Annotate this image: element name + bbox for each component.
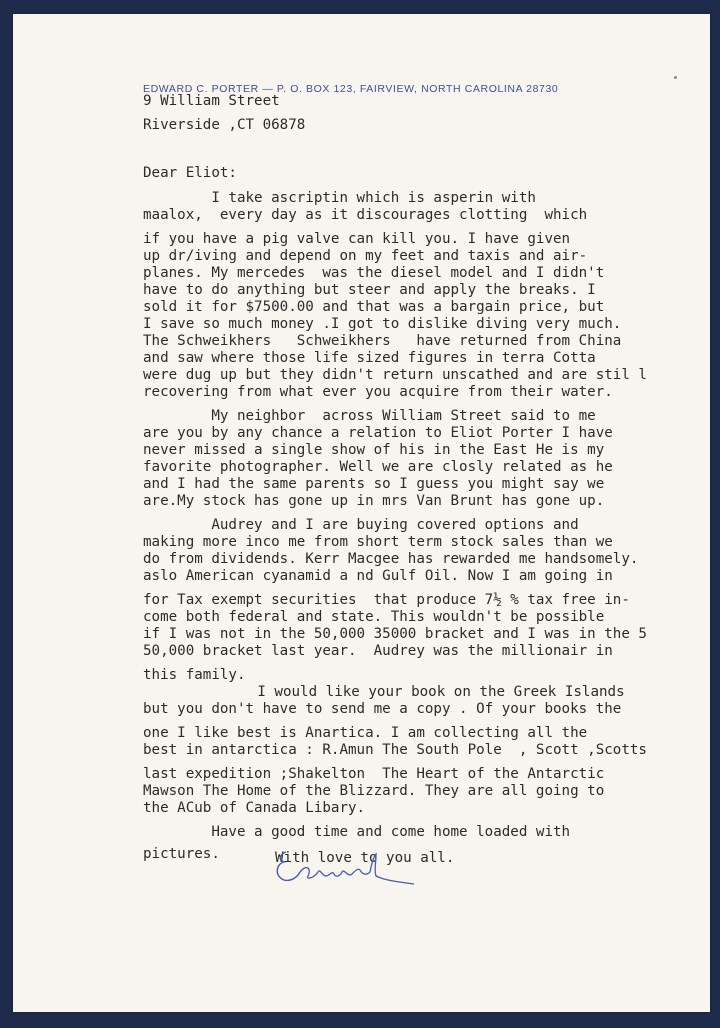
letter-line: maalox, every day as it discourages clotting which <box>143 207 588 223</box>
letter-line: Mawson The Home of the Blizzard. They are all going to <box>143 783 605 799</box>
salutation: Dear Eliot: <box>143 165 237 181</box>
letter-line: With love to you all. <box>275 850 455 866</box>
letter-line: aslo American cyanamid a nd Gulf Oil. Now I am going in <box>143 568 613 584</box>
letter-line: making more inco me from short term stock sales than we <box>143 534 613 550</box>
letter-line: Have a good time and come home loaded with <box>143 824 571 840</box>
letter-line: up dr/iving and depend on my feet and taxis and air- <box>143 248 588 264</box>
letter-line: were dug up but they didn't return unscathed and are stil l <box>143 367 647 383</box>
letter-line: do from dividends. Kerr Macgee has rewarded me handsomely. <box>143 551 639 567</box>
letter-line: and I had the same parents so I guess you might say we <box>143 476 605 492</box>
letter-line: recovering from what ever you acquire from their water. <box>143 384 613 400</box>
address-city: Riverside ,CT 06878 <box>143 117 306 133</box>
letter-line: if you have a pig valve can kill you. I have given <box>143 231 571 247</box>
paper-mark <box>674 76 677 79</box>
letter-line: best in antarctica : R.Amun The South Pole , Scott ,Scotts <box>143 742 647 758</box>
letter-line: have to do anything but steer and apply the breaks. I <box>143 282 596 298</box>
letter-line: pictures. <box>143 846 220 862</box>
letter-line: are.My stock has gone up in mrs Van Brunt has gone up. <box>143 493 605 509</box>
letter-line: sold it for $7500.00 and that was a bargain price, but <box>143 299 605 315</box>
letter-line: come both federal and state. This wouldn't be possible <box>143 609 605 625</box>
letter-line: never missed a single show of his in the East He is my <box>143 442 605 458</box>
letter-line: are you by any chance a relation to Eliot Porter I have <box>143 425 613 441</box>
letter-line: if I was not in the 50,000 35000 bracket and I was in the 5 <box>143 626 647 642</box>
letter-line: I take ascriptin which is asperin with <box>143 190 536 206</box>
letter-line: My neighbor across William Street said to me <box>143 408 596 424</box>
letter-line: I would like your book on the Greek Islands <box>189 684 625 700</box>
signature <box>272 846 422 888</box>
letter-line: I save so much money .I got to dislike diving very much. <box>143 316 622 332</box>
letter-line: favorite photographer. Well we are closly related as he <box>143 459 613 475</box>
letter-line: Audrey and I are buying covered options and <box>143 517 579 533</box>
letter-line: planes. My mercedes was the diesel model and I didn't <box>143 265 605 281</box>
letter-line: last expedition ;Shakelton The Heart of the Antarctic <box>143 766 605 782</box>
letter-line: one I like best is Anartica. I am collecting all the <box>143 725 588 741</box>
letterhead: EDWARD C. PORTER — P. O. BOX 123, FAIRVIEW, NORTH CAROLINA 28730 <box>143 83 559 95</box>
letter-line: and saw where those life sized figures in terra Cotta <box>143 350 596 366</box>
letter-line: the ACub of Canada Libary. <box>143 800 366 816</box>
letter-line: this family. <box>143 667 246 683</box>
letter-line: 50,000 bracket last year. Audrey was the millionair in <box>143 643 613 659</box>
address-street: 9 William Street <box>143 93 280 109</box>
letter-line: for Tax exempt securities that produce 7½ % tax free in- <box>143 592 630 608</box>
letter-line: but you don't have to send me a copy . Of your books the <box>143 701 622 717</box>
letter-line: The Schweikhers Schweikhers have returned from China <box>143 333 622 349</box>
